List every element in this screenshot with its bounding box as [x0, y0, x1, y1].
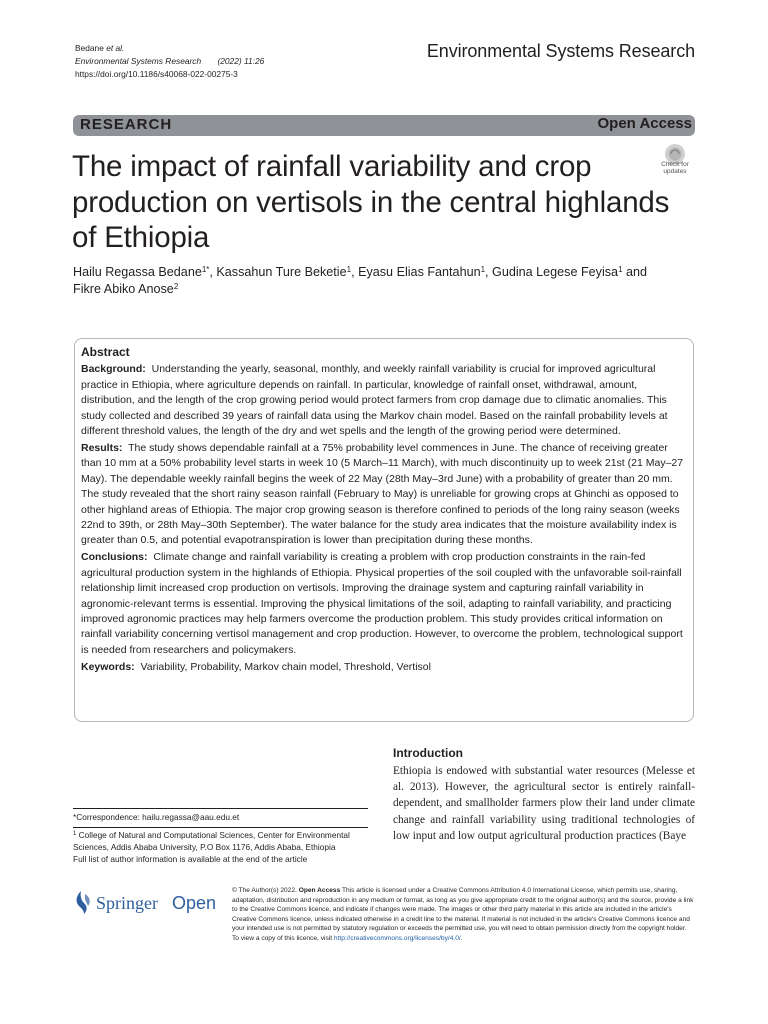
check-for-updates-text	[650, 161, 700, 175]
author: Eyasu Elias Fantahun	[358, 265, 481, 279]
conclusions-text: Climate change and rainfall variability is creating a problem with crop production constraints in the rain-fed agricultural production system in the highlands of Ethiopia. Physical properties of the soil coupled with the unfavorable soil-rainfall relationship limit increased crop production on vertisols. Improving the drainage system and capturing rainfall variability in agronomic-relevant terms is essential. Improving the physical limitations of the soil, adapting to rainfall variability, and practicing improved agronomic practices may help farmers overcome the production problem. This study provides critical information on rainfall variability concerning vertisol management and crop production. However, to overcome the problem, technological support is needed from researchers and policymakers.	[81, 551, 683, 656]
abstract-keywords	[81, 660, 685, 675]
conclusions-label: Conclusions:	[81, 551, 148, 564]
license-open-access: Open Access	[298, 887, 341, 894]
affiliation-text: College of Natural and Computational Sciences, Center for Environmental Sciences, Addis Ababa University, P.O Box 1176, Addis Ababa, Ethiopia	[73, 830, 350, 852]
abstract-content	[81, 345, 685, 677]
author-short: Bedane	[75, 43, 104, 53]
license-end: .	[460, 934, 463, 942]
author-separator: and	[622, 265, 648, 279]
author-affiliation-marker: 1	[346, 265, 352, 274]
badge-line-2: updates	[663, 168, 687, 175]
introduction-text: Ethiopia is endowed with substantial water resources (Melesse et al. 2013). However, the agricultural sector is entirely rainfall-dependent, and smallholder farmers plow their land under climate change and rainfall variability using traditional technologies of low input and low output agricultural production practices (Baye	[393, 765, 695, 842]
affiliation-note	[73, 829, 373, 865]
background-text: Understanding the yearly, seasonal, monthly, and weekly rainfall variability is crucial for improved agricultural practice in Ethiopia, where agriculture depends on rainfall. In particular, knowledge of rainfall onset, withdrawal, amount, distribution, and the length of the crop growing period would protect farmers from crop damage due to climatic anomalies. This study collected and described 39 years of rainfall data using the Markov chain model. Based on the rainfall probability levels at different threshold values, the length of the dry and wet spells and the length of the growing period were determined.	[81, 363, 668, 438]
author-affiliation-marker: 1	[480, 265, 486, 274]
article-type-label: RESEARCH	[80, 116, 173, 133]
abstract-results	[81, 441, 685, 549]
copyright-text: © The Author(s) 2022.	[232, 887, 297, 894]
abstract-background	[81, 362, 685, 439]
doi-link[interactable]: https://doi.org/10.1186/s40068-022-00275-3	[75, 69, 238, 79]
author-separator: ,	[351, 265, 359, 279]
author-info-note: Full list of author information is available at the end of the article	[73, 854, 308, 864]
footnote-divider	[73, 808, 368, 809]
article-title: The impact of rainfall variability and crop production on vertisols in the central highlands of Ethiopia	[72, 150, 670, 254]
et-al: et al.	[106, 43, 125, 53]
introduction-heading: Introduction	[393, 746, 463, 760]
journal-issue: Environmental Systems Research	[75, 56, 202, 66]
year-volume: (2022) 11:26	[217, 56, 265, 66]
correspondence-note: *Correspondence: hailu.regassa@aau.edu.et	[73, 812, 240, 822]
background-label: Background:	[81, 363, 146, 376]
author-affiliation-marker: 1*	[201, 265, 210, 274]
author: Fikre Abiko Anose	[73, 282, 174, 296]
springer-open-logo	[72, 888, 217, 918]
author-affiliation-marker: 1	[618, 265, 623, 274]
keywords-text: Variability, Probability, Markov chain model, Threshold, Vertisol	[140, 660, 431, 673]
author: Gudina Legese Feyisa	[492, 265, 619, 279]
footnote-divider	[73, 827, 368, 828]
license-body: This article is licensed under a Creative Commons Attribution 4.0 International License, which permits use, sharing, adaptation, distribution and reproduction in any medium or format, as long as you give appropriate credit to the original author(s) and the source, provide a link to the Creative Commons licence, and indicate if changes were made. The images or other third party material in this article are included in the article's Creative Commons licence, unless indicated otherwise in a credit line to the material. If material is not included in the article's Creative Commons licence and your intended use is not permitted by statutory regulation or exceeds the permitted use, you will need to obtain permission directly from the copyright holder. To view a copy of this licence, visit	[232, 887, 694, 942]
license-statement	[232, 886, 694, 944]
journal-name: Environmental Systems Research	[426, 41, 695, 61]
author: Hailu Regassa Bedane	[73, 265, 202, 279]
author: Kassahun Ture Beketie	[216, 265, 347, 279]
citation-block	[75, 42, 264, 81]
springer-wordmark: Springer	[96, 893, 158, 913]
author-affiliation-marker: 2	[173, 282, 179, 291]
author-separator: ,	[209, 265, 217, 279]
affiliation-marker: 1	[73, 831, 77, 837]
badge-line-1: Check for	[661, 161, 689, 168]
keywords-label: Keywords:	[81, 660, 135, 673]
license-link[interactable]: http://creativecommons.org/licenses/by/4.0/	[333, 934, 461, 942]
author-list	[73, 264, 693, 298]
author-separator: ,	[485, 265, 493, 279]
open-access-label: Open Access	[597, 115, 692, 132]
results-text: The study shows dependable rainfall at a 75% probability level commences in June. The chance of receiving greater than 10 mm at a 50% probability level starts in week 10 (5 March–11 March), with much discontinuity up to week 21st (21 May–27 May). The dependable weekly rainfall begins the week of 22 May (28th May–3rd June) with a probability of greater than 20 mm. The study revealed that the short rainy season rainfall (February to May) is unreliable for growing crops at Ghinchi as opposed to other highland areas of Ethiopia. The major crop growing season is therefore confined to periods of the long rainy season (weeks 22nd to 39th, or 28th May–30th September). The water balance for the study area indicates that the moisture availability index is greater than 0.5, and potential evapotranspiration is lower than precipitation during these months.	[81, 441, 684, 547]
abstract-heading: Abstract	[81, 345, 130, 359]
open-wordmark: Open	[172, 893, 217, 913]
abstract-conclusions	[81, 550, 685, 658]
results-label: Results:	[81, 441, 123, 454]
